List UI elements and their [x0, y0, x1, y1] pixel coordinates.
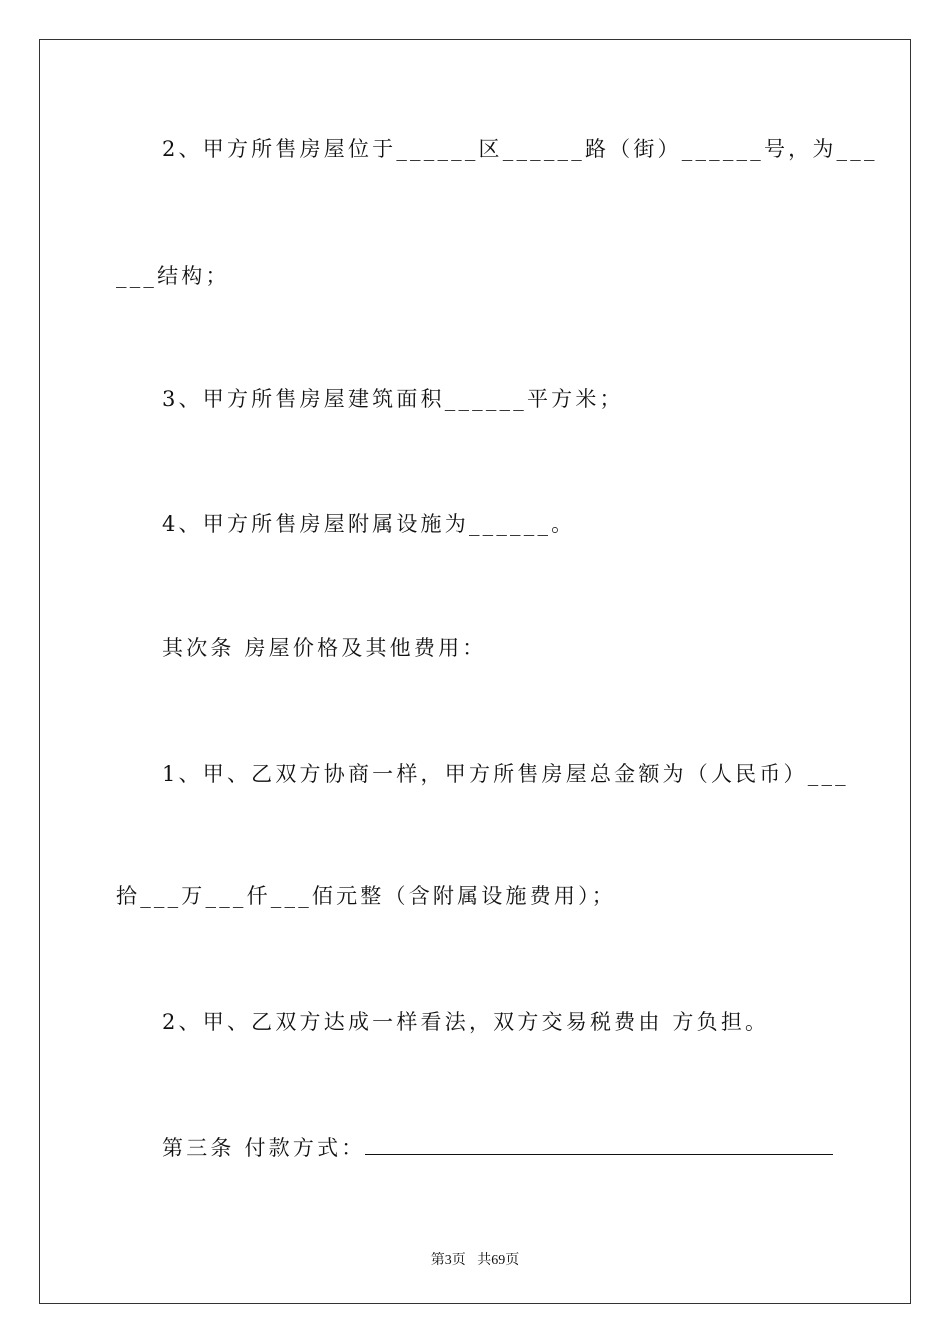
section-heading-payment — [162, 1136, 833, 1159]
clause-facilities: 4、甲方所售房屋附属设施为______。 — [162, 512, 576, 536]
page-number: 第3页 — [430, 1253, 466, 1268]
clause-structure: ___结构； — [116, 264, 230, 288]
payment-label: 第三条 付款方式： — [162, 1136, 366, 1160]
clause-amount-detail: 拾___万___仟___佰元整（含附属设施费用）； — [116, 884, 616, 908]
clause-location: 2、甲方所售房屋位于______区______路（街）______号，为___ — [162, 137, 878, 161]
section-heading-price: 其次条 房屋价格及其他费用： — [162, 636, 487, 660]
page-border — [39, 39, 911, 1304]
clause-area: 3、甲方所售房屋建筑面积______平方米； — [162, 387, 624, 411]
page-footer — [0, 1249, 950, 1269]
page-total: 共69页 — [477, 1253, 520, 1268]
clause-tax: 2、甲、乙双方达成一样看法，双方交易税费由 方负担。 — [162, 1010, 770, 1034]
clause-total-amount: 1、甲、乙双方协商一样，甲方所售房屋总金额为（人民币）___ — [162, 762, 849, 786]
payment-blank-line — [365, 1136, 833, 1155]
